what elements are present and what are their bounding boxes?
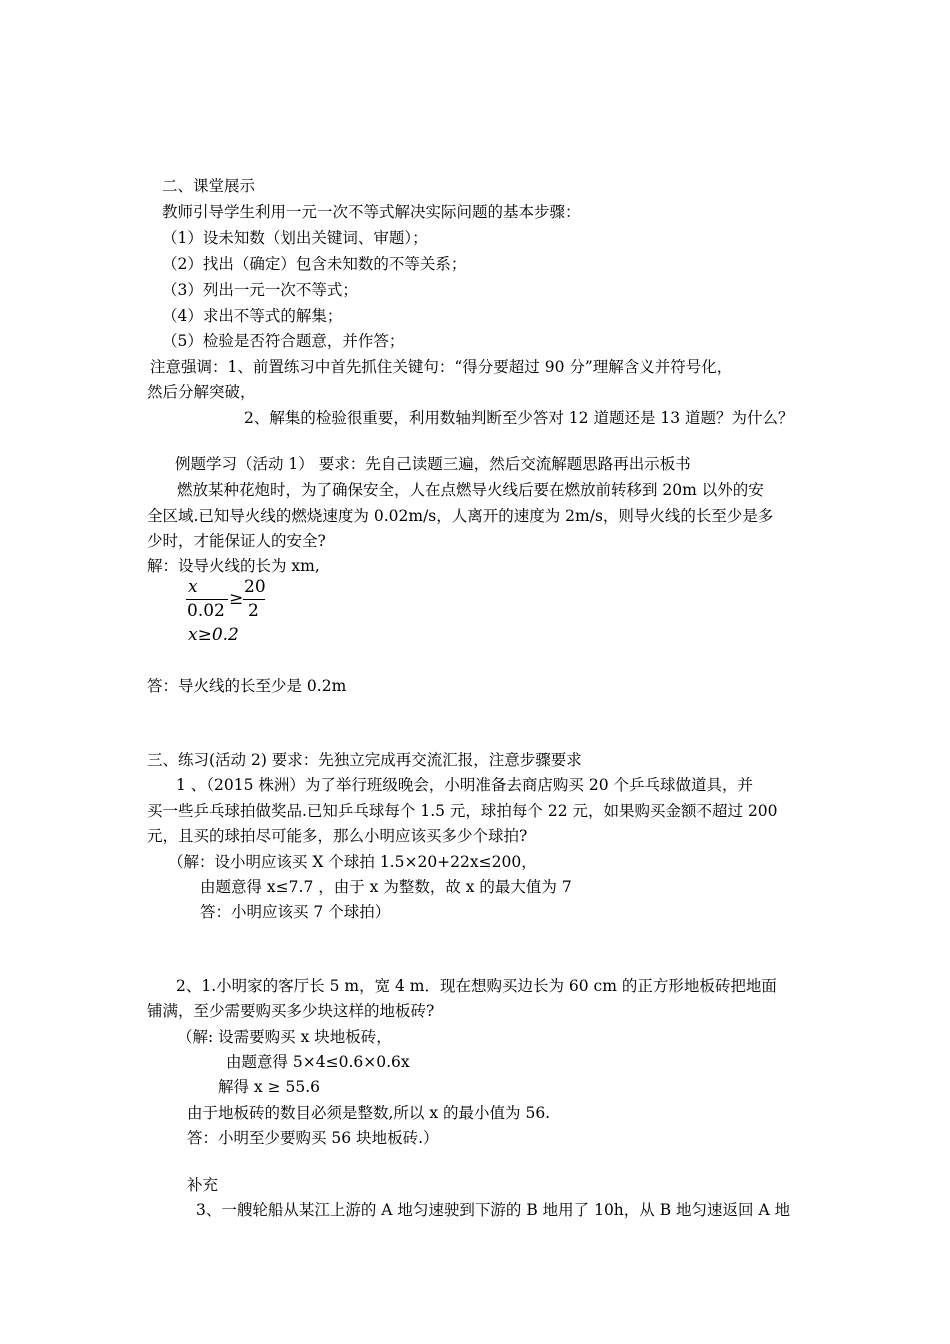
practice-2-line-2: 铺满，至少需要购买多少块这样的地板砖? <box>147 1002 435 1020</box>
practice-1-line-3: 元，且买的球拍尽可能多，那么小明应该买多少个球拍? <box>147 827 528 845</box>
example-answer: 答：导火线的长至少是 0.2m <box>147 677 347 695</box>
example-problem-line-3: 少时，才能保证人的安全? <box>147 532 326 550</box>
practice-1-solution-1: （解：设小明应该买 X 个球拍 1.5×20+22x≤200， <box>168 853 537 871</box>
step-5: （5）检验是否符合题意，并作答； <box>162 332 405 350</box>
fraction-left-denominator: 0.02 <box>187 601 225 621</box>
practice-2-solution-1: （解: 设需要购买 x 块地板砖， <box>177 1028 392 1046</box>
fraction-left-numerator: x <box>188 577 198 597</box>
note-line-2: 然后分解突破， <box>147 383 256 401</box>
practice-2-solution-4: 由于地板砖的数目必须是整数,所以 x 的最小值为 56. <box>187 1104 551 1122</box>
step-2: （2）找出（确定）包含未知数的不等关系； <box>162 255 467 273</box>
fraction-right-bar <box>243 599 265 600</box>
example-problem-line-2: 全区域.已知导火线的燃烧速度为 0.02m/s，人离开的速度为 2m/s，则导火线的长至少是多 <box>147 507 774 525</box>
fraction-left-bar <box>186 599 228 600</box>
step-3: （3）列出一元一次不等式； <box>162 281 358 299</box>
step-4: （4）求出不等式的解集； <box>162 307 343 325</box>
supplement-label: 补充 <box>187 1176 219 1194</box>
example-heading: 例题学习（活动 1） 要求：先自己读题三遍，然后交流解题思路再出示板书 <box>175 455 691 473</box>
fraction-right-denominator: 2 <box>248 601 259 621</box>
practice-1-line-1: 1 、（2015 株洲）为了举行班级晚会，小明准备去商店购买 20 个乒乓球做道具，并 <box>176 776 753 794</box>
practice-2-solution-2: 由题意得 5×4≤0.6×0.6x <box>226 1053 410 1071</box>
practice-3-line-1: 3、一艘轮船从某江上游的 A 地匀速驶到下游的 B 地用了 10h，从 B 地匀速返回 A 地 <box>196 1201 791 1219</box>
inequality-sign: ≥ <box>229 589 244 609</box>
practice-1-line-2: 买一些乒乓球拍做奖品.已知乒乓球每个 1.5 元，球拍每个 22 元，如果购买金额不超过 200 <box>147 802 778 820</box>
section-title-classroom-display: 二、课堂展示 <box>162 177 256 195</box>
fraction-right-numerator: 20 <box>244 577 266 597</box>
practice-1-solution-2: 由题意得 x≤7.7 ，由于 x 为整数，故 x 的最大值为 7 <box>200 878 572 896</box>
example-result: x≥0.2 <box>188 625 239 645</box>
step-1: （1）设未知数（划出关键词、审题）； <box>162 229 428 247</box>
steps-intro: 教师引导学生利用一元一次不等式解决实际问题的基本步骤： <box>162 203 581 221</box>
practice-1-solution-3: 答：小明应该买 7 个球拍） <box>200 903 391 921</box>
practice-2-solution-5: 答：小明至少要购买 56 块地板砖.） <box>187 1129 439 1147</box>
practice-2-line-1: 2、1.小明家的客厅长 5 m，宽 4 m．现在想购买边长为 60 cm 的正方形地板砖把地面 <box>176 977 777 995</box>
example-solution-intro: 解：设导火线的长为 xm, <box>147 557 320 575</box>
note-point-2: 2、解集的检验很重要，利用数轴判断至少答对 12 道题还是 13 道题？为什么？ <box>244 409 794 427</box>
note-line-1: 注意强调：1、前置练习中首先抓住关键句：“得分要超过 90 分”理解含义并符号化， <box>150 358 733 376</box>
practice-2-solution-3: 解得 x ≥ 55.6 <box>218 1078 321 1096</box>
section-title-practice: 三、练习(活动 2) 要求：先独立完成再交流汇报，注意步骤要求 <box>147 751 582 769</box>
example-problem-line-1: 燃放某种花炮时，为了确保安全，人在点燃导火线后要在燃放前转移到 20m 以外的安 <box>177 481 764 499</box>
